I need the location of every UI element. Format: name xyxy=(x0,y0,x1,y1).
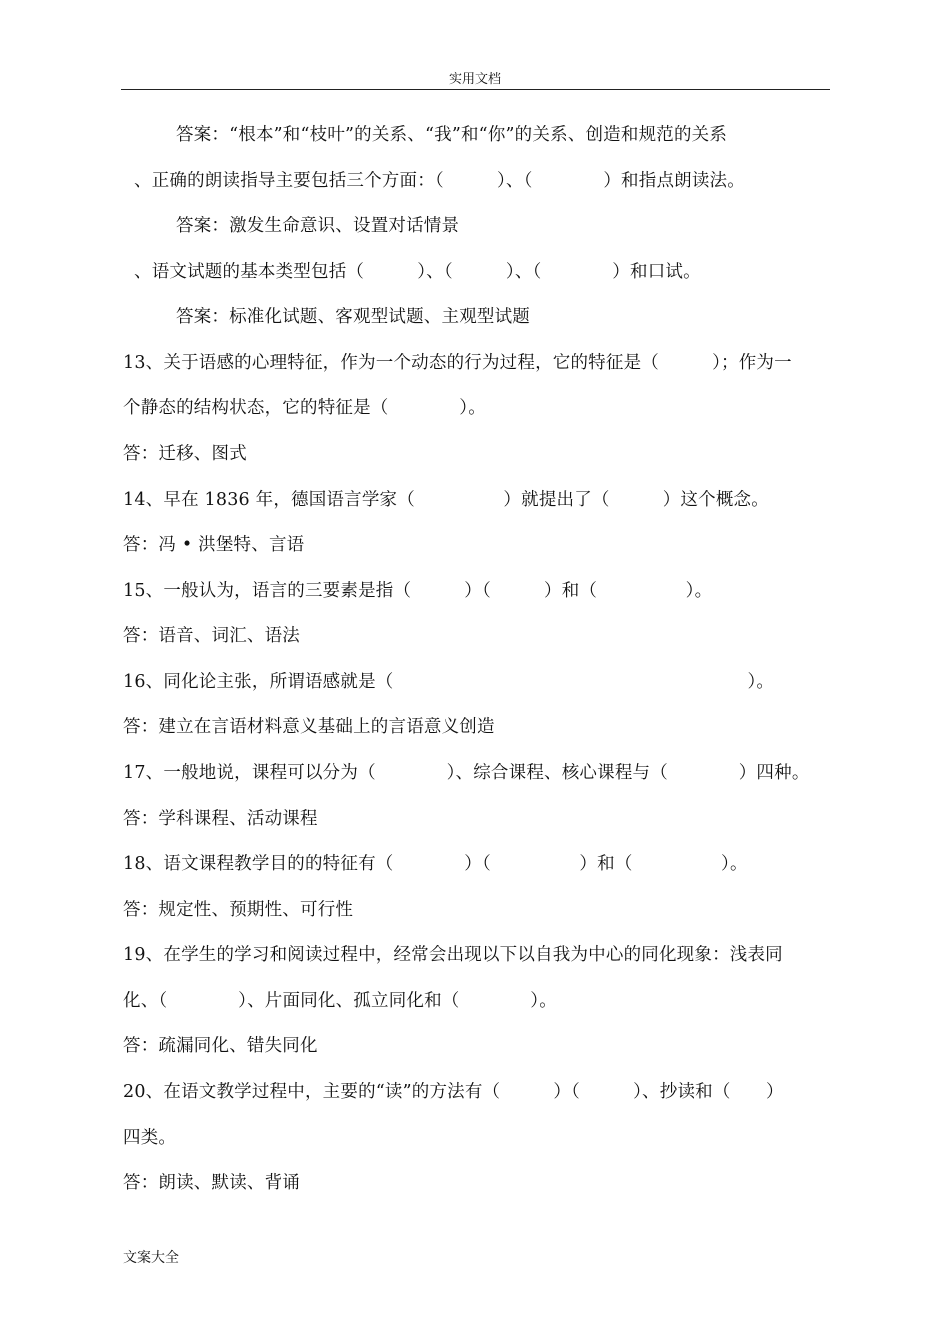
question-line: 20、在语文教学过程中，主要的“读”的方法有（ ）（ ）、抄读和（ ） xyxy=(123,1082,784,1102)
question-line: 15、一般认为，语言的三要素是指（ ）（ ）和（ ）。 xyxy=(123,581,713,601)
answer-line: 答：建立在言语材料意义基础上的言语意义创造 xyxy=(123,717,495,737)
page-header: 实用文档 xyxy=(448,72,501,87)
answer-line: 答案：“根本”和“枝叶”的关系、“我”和“你”的关系、创造和规范的关系 xyxy=(176,125,728,145)
question-line: 19、在学生的学习和阅读过程中，经常会出现以下以自我为中心的同化现象：浅表同 xyxy=(123,945,783,965)
question-line: 化、（ ）、片面同化、孤立同化和（ ）。 xyxy=(123,991,557,1011)
answer-line: 答：学科课程、活动课程 xyxy=(123,809,318,829)
answer-line: 答：迁移、图式 xyxy=(123,444,247,464)
question-line: 、正确的朗读指导主要包括三个方面：（ ）、（ ）和指点朗读法。 xyxy=(134,171,745,191)
page-footer: 文案大全 xyxy=(123,1250,179,1266)
answer-line: 答：疏漏同化、错失同化 xyxy=(123,1036,318,1056)
question-line: 18、语文课程教学目的的特征有（ ）（ ）和（ ）。 xyxy=(123,854,748,874)
answer-line: 答：规定性、预期性、可行性 xyxy=(123,900,354,920)
question-line: 16、同化论主张，所谓语感就是（ ）。 xyxy=(123,672,775,692)
answer-line: 答：冯 • 洪堡特、言语 xyxy=(123,535,305,555)
question-line: 、语文试题的基本类型包括（ ）、（ ）、（ ）和口试。 xyxy=(134,262,701,282)
answer-line: 答案：标准化试题、客观型试题、主观型试题 xyxy=(176,307,530,327)
answer-line: 答：语音、词汇、语法 xyxy=(123,626,300,646)
question-line: 17、一般地说，课程可以分为（ ）、综合课程、核心课程与（ ）四种。 xyxy=(123,763,810,783)
question-line: 14、早在 1836 年，德国语言学家（ ）就提出了（ ）这个概念。 xyxy=(123,490,769,510)
answer-line: 答案：激发生命意识、设置对话情景 xyxy=(176,216,460,236)
answer-line: 答：朗读、默读、背诵 xyxy=(123,1173,300,1193)
question-line: 四类。 xyxy=(123,1128,177,1148)
question-line: 个静态的结构状态，它的特征是（ ）。 xyxy=(123,398,486,418)
question-line: 13、关于语感的心理特征，作为一个动态的行为过程，它的特征是（ ）；作为一 xyxy=(123,353,792,373)
header-rule xyxy=(121,89,830,90)
